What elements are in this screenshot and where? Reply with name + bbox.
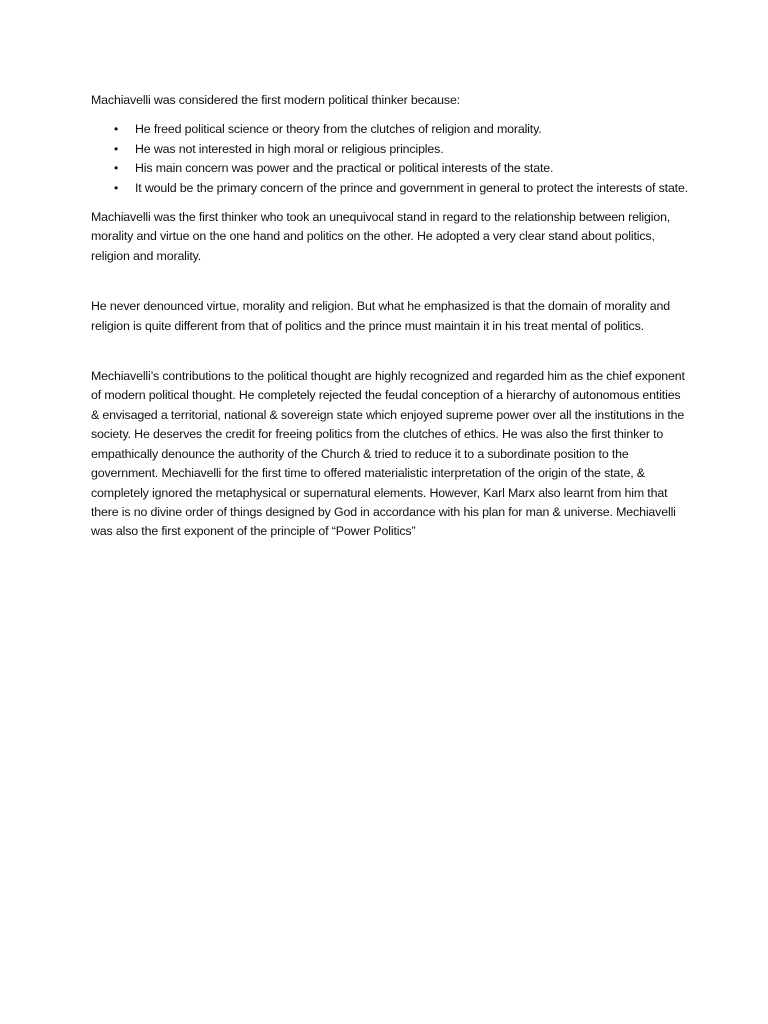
paragraph-spacer	[91, 348, 691, 367]
bullet-icon: •	[114, 122, 119, 137]
paragraph-virtue: He never denounced virtue, morality and religion. But what he emphasized is that the domain of morality and religion is quite different from that of politics and the prince must maintain it in his treat mental of politics.	[91, 299, 671, 333]
bullet-icon: •	[114, 161, 119, 176]
paragraph-spacer	[91, 278, 691, 297]
bullet-item	[91, 120, 691, 139]
bullet-text: He was not interested in high moral or religious principles.	[135, 141, 444, 156]
bullet-item	[91, 140, 691, 159]
intro-line: Machiavelli was considered the first modern political thinker because:	[91, 93, 460, 107]
bullet-text: It would be the primary concern of the prince and government in general to protect the interests of state.	[135, 180, 689, 195]
bullet-icon: •	[114, 180, 119, 195]
bullet-list	[91, 120, 691, 198]
bullet-item	[91, 159, 691, 178]
bullet-text: He freed political science or theory from the clutches of religion and morality.	[135, 122, 542, 137]
bullet-icon: •	[114, 141, 119, 156]
bullet-item	[91, 179, 691, 198]
bullet-text: His main concern was power and the practical or political interests of the state.	[135, 161, 554, 176]
paragraph-relationship: Machiavelli was the first thinker who took an unequivocal stand in regard to the relationship between religion, morality and virtue on the one hand and politics on the other. He adopted a very clear stand about politics, religion and morality.	[91, 210, 671, 263]
document-body	[91, 91, 691, 554]
paragraph-contributions: Mechiavelli’s contributions to the political thought are highly recognized and regarded him as the chief exponent of modern political thought. He completely rejected the feudal conception of a hierarchy of autonomous entities & envisaged a territorial, national & sovereign state which enjoyed supreme power over all the institutions in the society. He deserves the credit for freeing politics from the clutches of ethics. He was also the first thinker to empathically denounce the authority of the Church & tried to reduce it to a subordinate position to the government. Mechiavelli for the first time to offered materialistic interpretation of the origin of the state, & completely ignored the metaphysical or supernatural elements. However, Karl Marx also learnt from him that there is no divine order of things designed by God in accordance with his plan for man & universe. Mechiavelli was also the first exponent of the principle of “Power Politics”	[91, 369, 685, 539]
